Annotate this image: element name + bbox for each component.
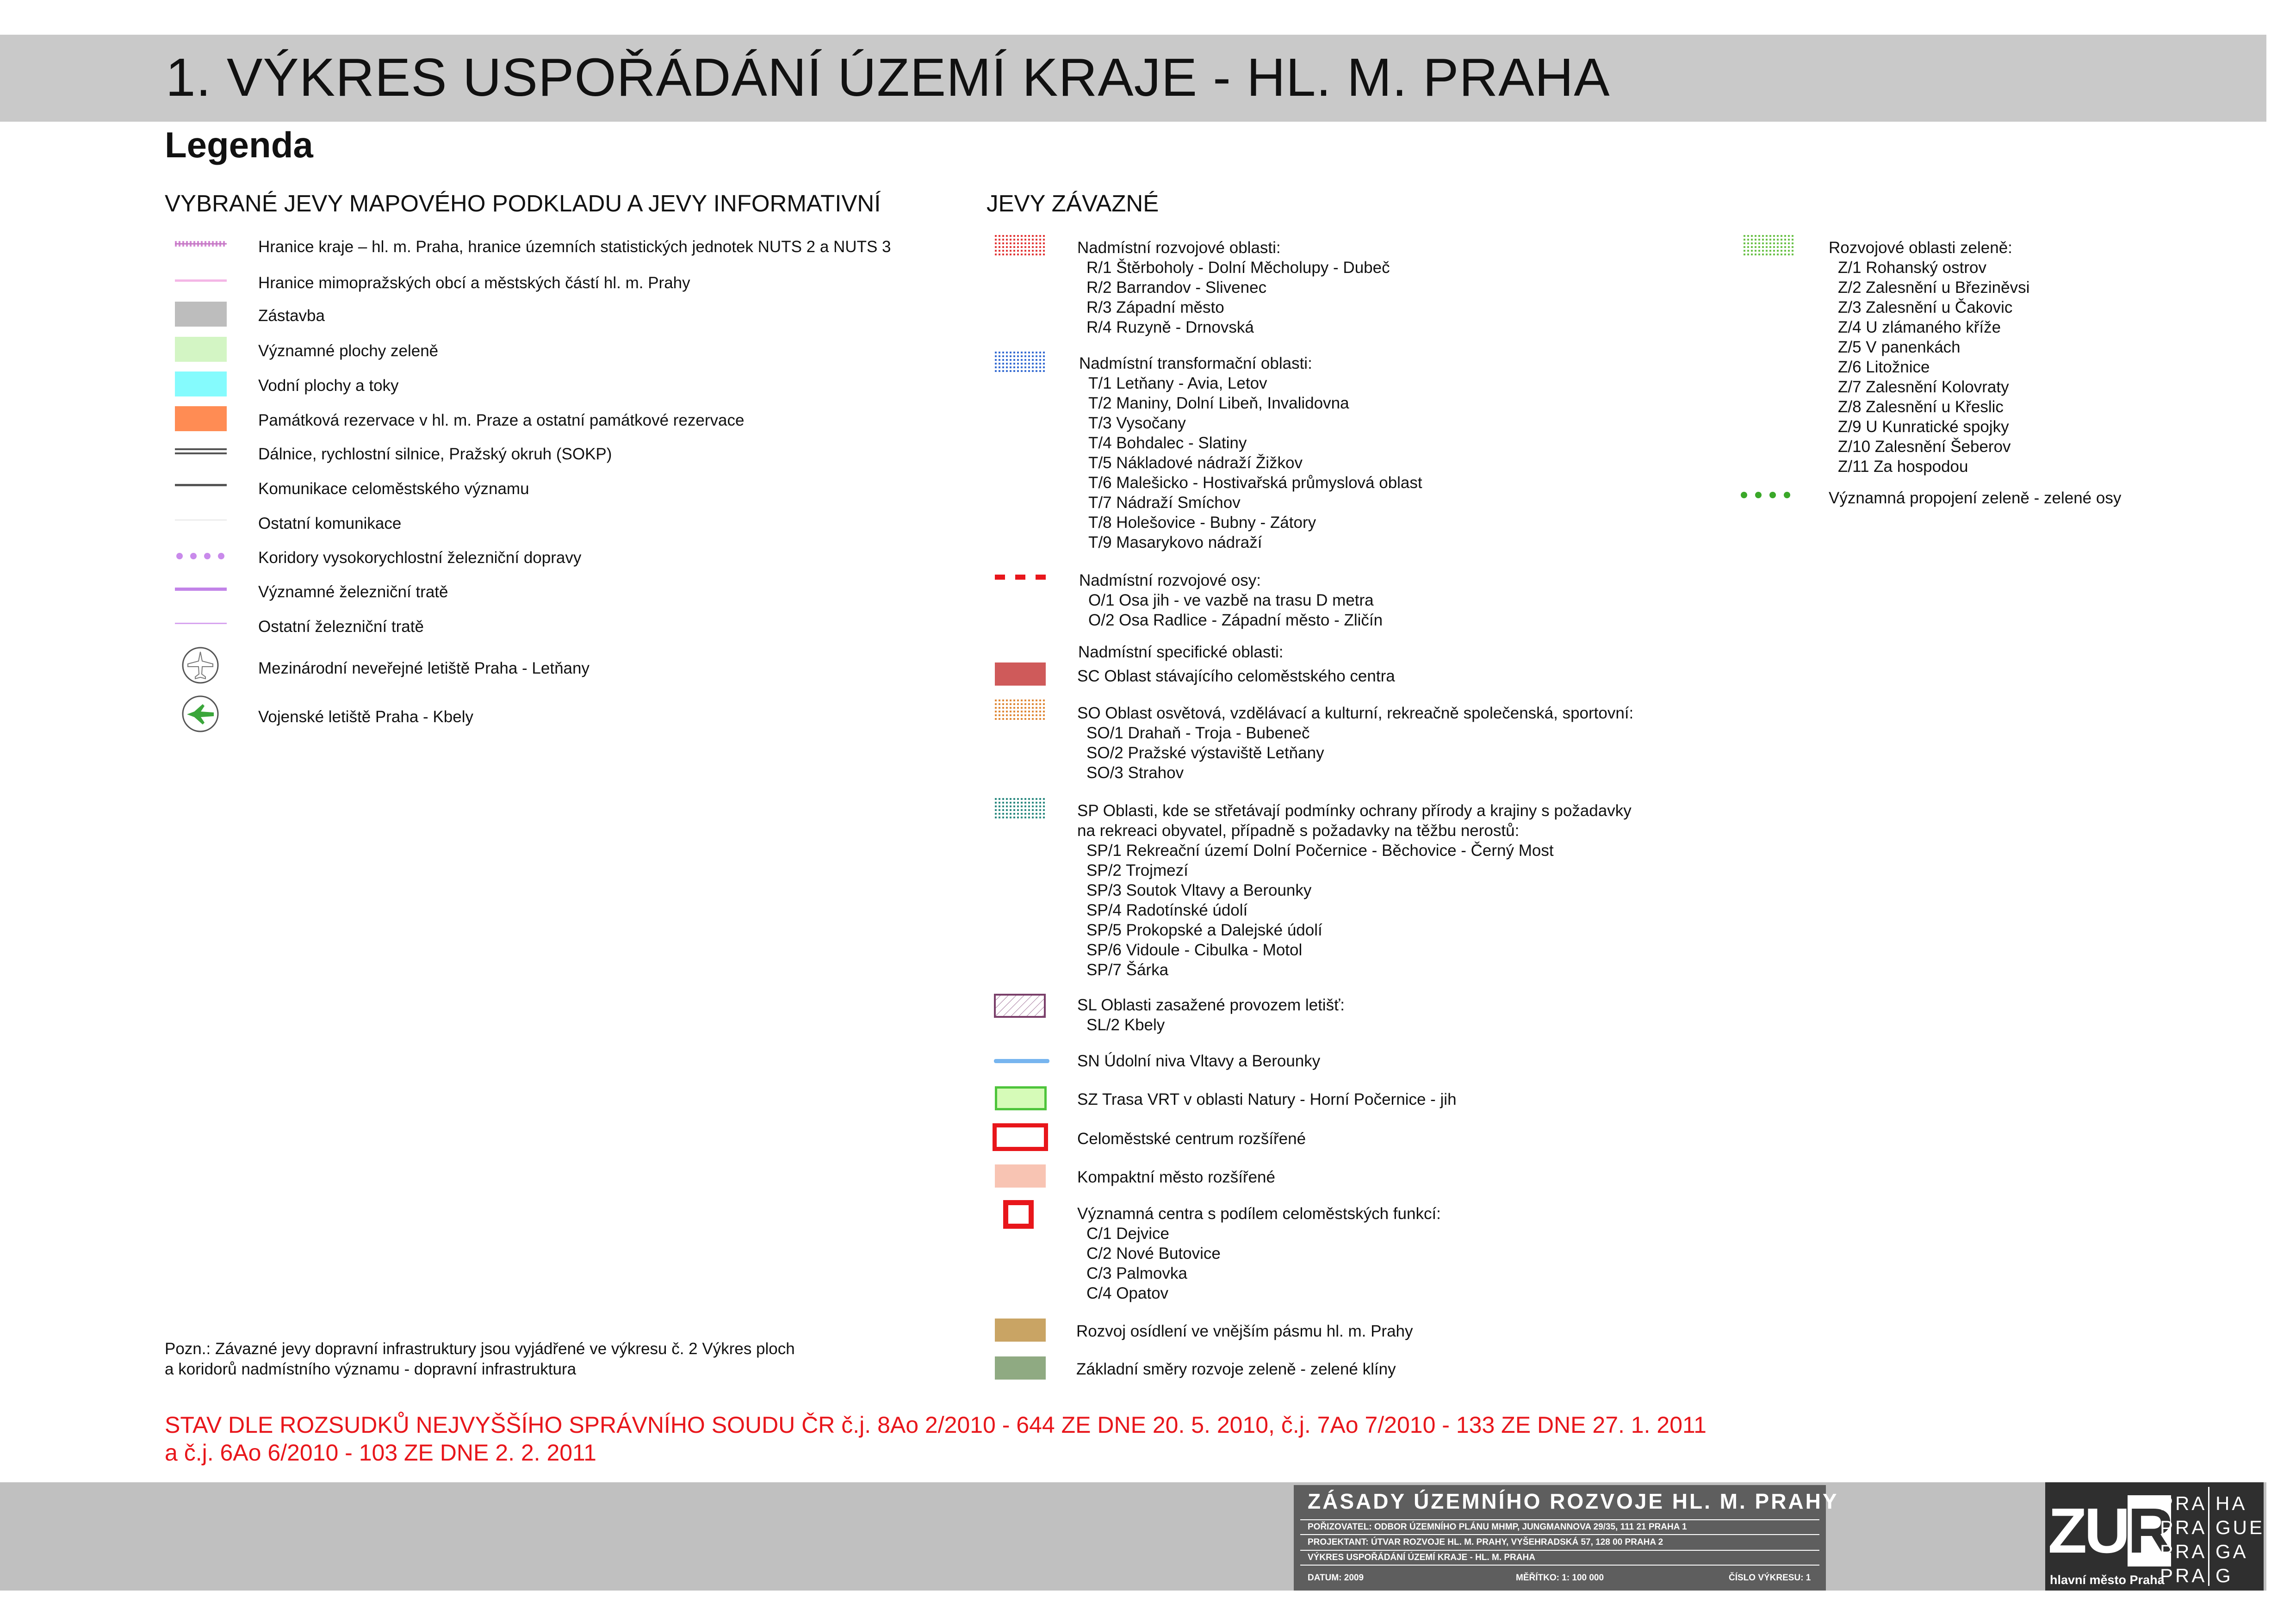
logo-caption: hlavní město Praha <box>2050 1573 2165 1587</box>
development-axis-symbol <box>995 573 1047 582</box>
military-airport-icon <box>180 694 220 734</box>
legend-left-item-4: Významné plochy zeleně <box>258 342 439 360</box>
legend-left-item-2: Hranice mimopražských obcí a městských částí hl. m. Prahy <box>258 274 690 292</box>
list-heading: Významná centra s podílem celoměstských funkcí: <box>1077 1205 1441 1223</box>
list-item: SP/4 Radotínské údolí <box>1086 901 1248 919</box>
list-heading: SP Oblasti, kde se střetávají podmínky ochrany přírody a krajiny s požadavky <box>1077 802 1632 820</box>
list-heading: SL Oblasti zasažené provozem letišť: <box>1077 996 1345 1014</box>
settlement-swatch <box>995 1319 1046 1342</box>
green-wedges-label: Základní směry rozvoje zeleně - zelené klíny <box>1076 1360 1396 1378</box>
praha-syllable: PRA <box>2160 1492 2207 1514</box>
list-item: Z/10 Zalesnění Šeberov <box>1838 438 2011 456</box>
section-heading-binding: JEVY ZÁVAZNÉ <box>987 190 1159 217</box>
title-block-porizovatel: POŘIZOVATEL: ODBOR ÚZEMNÍHO PLÁNU MHMP, JUNGMANNOVA 29/35, 111 21 PRAHA 1 <box>1308 1522 1687 1532</box>
significant-centres-block <box>1077 1204 1441 1303</box>
praha-col-2 <box>2215 1492 2265 1588</box>
praha-syllable: G <box>2215 1565 2233 1586</box>
city-road-symbol <box>175 484 227 486</box>
sz-label: SZ Trasa VRT v oblasti Natury - Horní Počernice - jih <box>1077 1090 1457 1108</box>
compact-city-label: Kompaktní město rozšířené <box>1077 1168 1275 1186</box>
major-rail-symbol <box>175 588 227 591</box>
list-item: R/4 Ruzyně - Drnovská <box>1086 318 1254 336</box>
legend-left-item-7: Dálnice, rychlostní silnice, Pražský okruh (SOKP) <box>258 445 612 463</box>
list-item: O/1 Osa jih - ve vazbě na trasu D metra <box>1088 591 1374 609</box>
list-item: C/1 Dejvice <box>1086 1225 1169 1243</box>
zastavba-swatch <box>175 302 227 327</box>
list-item: Z/3 Zalesnění u Čakovic <box>1838 298 2013 316</box>
water-swatch <box>175 371 227 396</box>
list-item: T/9 Masarykovo nádraží <box>1088 533 1262 551</box>
green-axes-label: Významná propojení zeleně - zelené osy <box>1829 489 2122 507</box>
praha-syllable: PRA <box>2160 1565 2207 1586</box>
list-item: Z/2 Zalesnění u Březiněvsi <box>1838 279 2030 297</box>
compact-city-swatch <box>995 1164 1046 1188</box>
list-item: Z/11 Za hospodou <box>1838 458 1968 476</box>
settlement-label: Rozvoj osídlení ve vnějším pásmu hl. m. Prahy <box>1076 1322 1413 1340</box>
legend-left-item-3: Zástavba <box>258 307 325 325</box>
city-centre-symbol <box>993 1123 1048 1151</box>
court-verdict-notice <box>165 1411 1706 1467</box>
list-heading: Rozvojové oblasti zeleně: <box>1829 239 2012 257</box>
logo-divider <box>2208 1487 2209 1586</box>
highway-symbol <box>175 447 228 456</box>
legend-left-item-8: Komunikace celoměstského významu <box>258 480 529 498</box>
list-item: T/5 Nákladové nádraží Žižkov <box>1088 454 1303 472</box>
legend-left-item-9: Ostatní komunikace <box>258 514 402 532</box>
list-item: SP/5 Prokopské a Dalejské údolí <box>1086 921 1322 939</box>
list-item: SP/6 Vidoule - Cibulka - Motol <box>1086 941 1303 959</box>
list-item: Z/9 U Kunratické spojky <box>1838 418 2009 436</box>
list-item: O/2 Osa Radlice - Západní město - Zličín <box>1088 611 1383 629</box>
green-wedges-swatch <box>995 1356 1046 1380</box>
heritage-reserve-swatch <box>175 406 227 431</box>
list-item: C/4 Opatov <box>1086 1284 1169 1302</box>
list-item: SP/2 Trojmezí <box>1086 861 1188 879</box>
title-block-projektant: PROJEKTANT: ÚTVAR ROZVOJE HL. M. PRAHY, VYŠEHRADSKÁ 57, 128 00 PRAHA 2 <box>1308 1537 1663 1547</box>
section-heading-informative: VYBRANÉ JEVY MAPOVÉHO PODKLADU A JEVY INFORMATIVNÍ <box>165 190 881 217</box>
note-line: Pozn.: Závazné jevy dopravní infrastruktury jsou vyjádřené ve výkresu č. 2 Výkres ploch <box>165 1340 795 1358</box>
list-item: C/2 Nové Butovice <box>1086 1244 1221 1263</box>
civil-airport-icon <box>180 645 220 685</box>
legend-left-item-10: Koridory vysokorychlostní železniční dopravy <box>258 549 582 567</box>
divider <box>1300 1565 1819 1566</box>
list-item: C/3 Palmovka <box>1086 1264 1187 1282</box>
rozvojove-oblasti <box>1077 238 1390 337</box>
sn-symbol <box>994 1059 1049 1063</box>
legend-left-item-1: Hranice kraje – hl. m. Praha, hranice územních statistických jednotek NUTS 2 a NUTS 3 <box>258 238 891 256</box>
green-axes-symbol <box>1740 489 1795 501</box>
legend-left-item-13: Mezinárodní neveřejné letiště Praha - Letňany <box>258 659 590 677</box>
divider <box>1300 1550 1819 1551</box>
list-item: SO/3 Strahov <box>1086 764 1184 782</box>
list-heading: Nadmístní transformační oblasti: <box>1079 354 1312 372</box>
divider <box>1300 1534 1819 1535</box>
legend-left-item-14: Vojenské letiště Praha - Kbely <box>258 708 473 726</box>
legend-left-item-11: Významné železniční tratě <box>258 583 448 601</box>
list-item: T/3 Vysočany <box>1088 414 1186 432</box>
transformacni-oblasti <box>1079 353 1422 552</box>
list-heading: SO Oblast osvětová, vzdělávací a kulturní, rekreačně společenská, sportovní: <box>1077 704 1634 722</box>
greenery-swatch <box>175 337 227 362</box>
list-item: T/2 Maniny, Dolní Libeň, Invalidovna <box>1088 394 1349 412</box>
legend-heading: Legenda <box>165 124 313 165</box>
so-symbol <box>995 700 1047 723</box>
list-item: T/6 Malešicko - Hostivařská průmyslová oblast <box>1088 474 1422 492</box>
rozvojove-osy <box>1079 570 1383 630</box>
list-item: Z/1 Rohanský ostrov <box>1838 259 1986 277</box>
list-item: Z/4 U zlámaného kříže <box>1838 318 2001 336</box>
title-block-drawing: VÝKRES USPOŘÁDÁNÍ ÚZEMÍ KRAJE - HL. M. PRAHA <box>1308 1553 1535 1562</box>
other-rail-symbol <box>175 623 227 624</box>
zur-logo <box>2045 1482 2264 1591</box>
significant-centre-symbol <box>1003 1200 1034 1229</box>
list-item: SO/1 Drahaň - Troja - Bubeneč <box>1086 724 1310 742</box>
list-item: Z/7 Zalesnění Kolovraty <box>1838 378 2009 396</box>
sl-block <box>1077 995 1345 1035</box>
list-item: T/4 Bohdalec - Slatiny <box>1088 434 1247 452</box>
title-block-number: ČÍSLO VÝKRESU: 1 <box>1729 1573 1811 1583</box>
page-title: 1. VÝKRES USPOŘÁDÁNÍ ÚZEMÍ KRAJE - HL. M. PRAHA <box>166 47 1610 107</box>
municipal-boundary-symbol <box>175 279 227 282</box>
praha-syllable: HA <box>2215 1492 2247 1514</box>
list-item: SL/2 Kbely <box>1086 1016 1165 1034</box>
sc-swatch <box>995 662 1046 686</box>
zur-wordmark <box>2048 1494 2171 1568</box>
list-item: SP/1 Rekreační území Dolní Počernice - Běchovice - Černý Most <box>1086 842 1554 860</box>
zur-letter-r: R <box>2127 1495 2171 1566</box>
legend-left-item-12: Ostatní železniční tratě <box>258 618 424 636</box>
title-block-date: DATUM: 2009 <box>1308 1573 1364 1583</box>
list-item: Z/8 Zalesnění u Křeslic <box>1838 398 2004 416</box>
sz-symbol <box>995 1086 1047 1110</box>
verdict-line: STAV DLE ROZSUDKŮ NEJVYŠŠÍHO SPRÁVNÍHO SOUDU ČR č.j. 8Ao 2/2010 - 644 ZE DNE 20. 5. 2010, č.j. 7Ao 7/2010 - 133 ZE DNE 27. 1. 2011 <box>165 1412 1706 1438</box>
praha-syllable: PRA <box>2160 1517 2207 1538</box>
transformation-area-symbol <box>995 352 1047 375</box>
sp-symbol <box>995 798 1047 821</box>
sn-label: SN Údolní niva Vltavy a Berounky <box>1077 1052 1321 1070</box>
list-item: SP/7 Šárka <box>1086 961 1169 979</box>
high-speed-rail-symbol <box>175 551 228 562</box>
list-item: Z/5 V panenkách <box>1838 338 1961 356</box>
infrastructure-note <box>165 1339 795 1380</box>
list-item: R/3 Západní město <box>1086 298 1224 316</box>
title-block-heading: ZÁSADY ÚZEMNÍHO ROZVOJE HL. M. PRAHY <box>1308 1489 1839 1513</box>
zur-letters: ZU <box>2048 1495 2128 1566</box>
specific-areas-heading: Nadmístní specifické oblasti: <box>1078 643 1284 661</box>
city-centre-label: Celoměstské centrum rozšířené <box>1077 1130 1306 1148</box>
legend-left-item-6: Památková rezervace v hl. m. Praze a ostatní památkové rezervace <box>258 411 745 429</box>
so-block <box>1077 703 1633 783</box>
development-area-symbol <box>995 235 1047 258</box>
list-heading: na rekreaci obyvatel, případně s požadavky na těžbu nerostů: <box>1077 822 1520 840</box>
list-heading: Nadmístní rozvojové osy: <box>1079 571 1261 589</box>
list-item: SP/3 Soutok Vltavy a Berounky <box>1086 881 1312 899</box>
praha-syllable: PRA <box>2160 1541 2207 1562</box>
title-block <box>1294 1485 1839 1591</box>
list-item: R/2 Barrandov - Slivenec <box>1086 279 1267 297</box>
note-line: a koridorů nadmístního významu - dopravní infrastruktura <box>165 1360 577 1378</box>
verdict-line: a č.j. 6Ao 6/2010 - 103 ZE DNE 2. 2. 2011 <box>165 1440 596 1466</box>
divider <box>1300 1519 1819 1520</box>
list-item: Z/6 Litožnice <box>1838 358 1930 376</box>
sc-label: SC Oblast stávajícího celoměstského centra <box>1077 667 1395 685</box>
list-heading: Nadmístní rozvojové oblasti: <box>1077 239 1281 257</box>
green-areas-block <box>1829 238 2029 477</box>
list-item: R/1 Štěrboholy - Dolní Měcholupy - Dubeč <box>1086 259 1390 277</box>
green-development-symbol <box>1744 235 1795 258</box>
list-item: SO/2 Pražské výstaviště Letňany <box>1086 744 1324 762</box>
legend-left-item-5: Vodní plochy a toky <box>258 377 399 395</box>
sl-symbol <box>994 994 1047 1019</box>
title-block-scale: MĚŘÍTKO: 1: 100 000 <box>1516 1573 1604 1583</box>
sp-block <box>1077 801 1632 980</box>
footer-bar <box>0 1482 2266 1591</box>
nuts-boundary-symbol <box>175 238 228 249</box>
list-item: T/8 Holešovice - Bubny - Zátory <box>1088 514 1316 532</box>
list-item: T/7 Nádraží Smíchov <box>1088 494 1241 512</box>
list-item: T/1 Letňany - Avia, Letov <box>1088 374 1267 392</box>
praha-syllable: GA <box>2215 1541 2248 1562</box>
praha-col-1 <box>2160 1492 2207 1588</box>
praha-syllable: GUE <box>2215 1517 2265 1538</box>
